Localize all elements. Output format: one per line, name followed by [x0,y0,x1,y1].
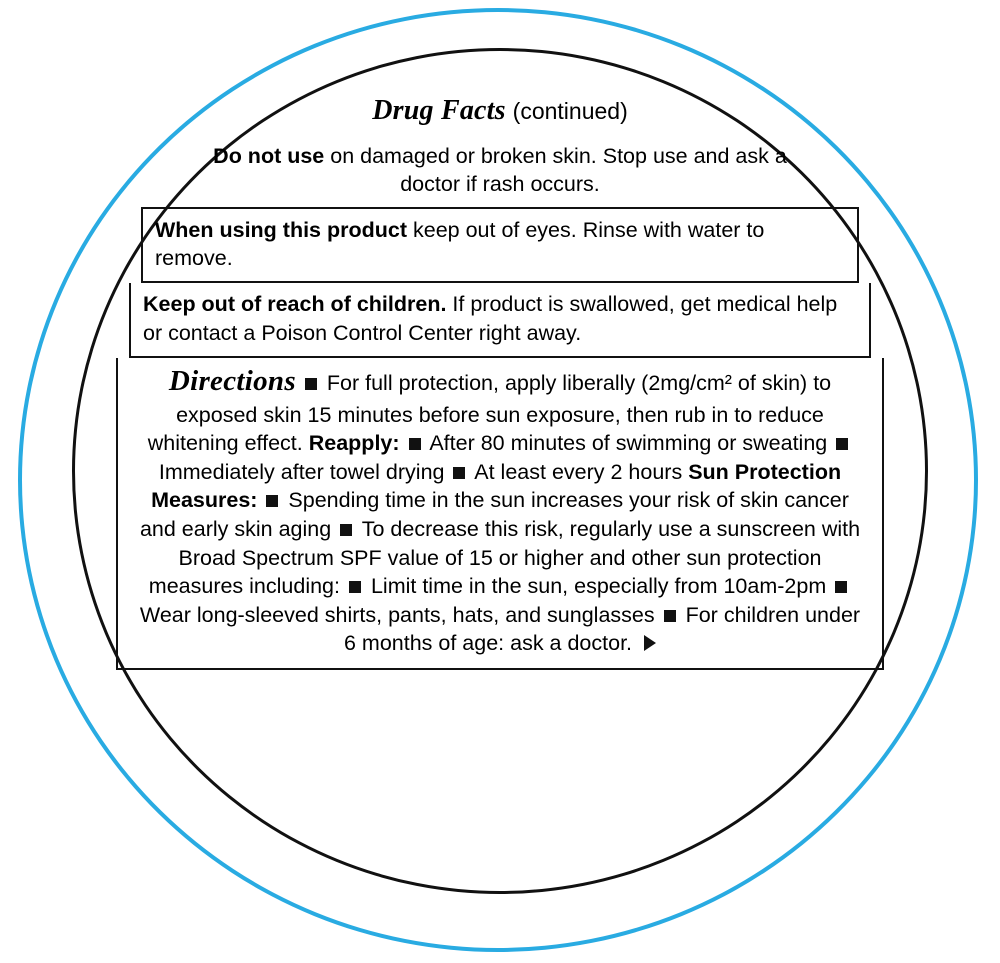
drug-facts-panel [100,96,900,816]
sun-protection-measures-heading: Sun Protection Measures: [151,459,842,513]
reapply-item-3: At least every 2 hours [474,459,683,484]
bullet-square-icon [835,581,847,593]
do-not-use-body: on damaged or broken skin. Stop use and ask a doctor if rash occurs. [324,143,787,197]
measure-item-3: Limit time in the sun, especially from 10am-2pm [370,574,827,599]
directions-heading: Directions [168,365,296,398]
page-title [100,96,900,135]
bullet-square-icon [340,524,352,536]
reapply-heading: Reapply: [308,431,400,456]
section-do-not-use [188,135,812,207]
reapply-item-2: Immediately after towel drying [158,459,445,484]
bullet-square-icon [266,495,278,507]
bullet-square-icon [305,378,317,390]
bullet-square-icon [349,581,361,593]
directions-part-1: For full protection, apply liberally (2mg/cm² of skin) to exposed skin 15 minutes before sun exposure, then rub in to reduce whitening effect. [147,371,832,456]
measure-item-1: Spending time in the sun increases your risk of skin cancer and early skin aging [139,488,849,541]
drug-facts-title: Drug Facts [372,95,506,126]
measure-item-4: Wear long-sleeved shirts, pants, hats, and sunglasses [139,602,655,627]
section-when-using-this-product [141,207,859,284]
bullet-square-icon [409,438,421,450]
measure-item-2: To decrease this risk, regularly use a sunscreen with Broad Spectrum SPF value of 15 or higher and other sun protection measures including: [148,516,861,599]
when-using-body: keep out of eyes. Rinse with water to remove. [155,217,765,270]
keep-out-of-reach-heading: Keep out of reach of children. [143,292,447,317]
when-using-heading: When using this product [155,217,408,242]
keep-out-of-reach-body: If product is swallowed, get medical help or contact a Poison Control Center right away. [143,292,838,345]
drug-facts-continued: (continued) [512,98,628,124]
bullet-square-icon [836,438,848,450]
measure-item-5: For children under 6 months of age: ask a doctor. [343,602,861,656]
reapply-item-1: After 80 minutes of swimming or sweating [429,431,828,456]
do-not-use-heading: Do not use [213,143,325,168]
continue-arrow-icon [644,635,656,651]
section-directions [116,358,884,670]
bullet-square-icon [453,467,465,479]
bullet-square-icon [664,610,676,622]
section-keep-out-of-reach [129,283,871,358]
